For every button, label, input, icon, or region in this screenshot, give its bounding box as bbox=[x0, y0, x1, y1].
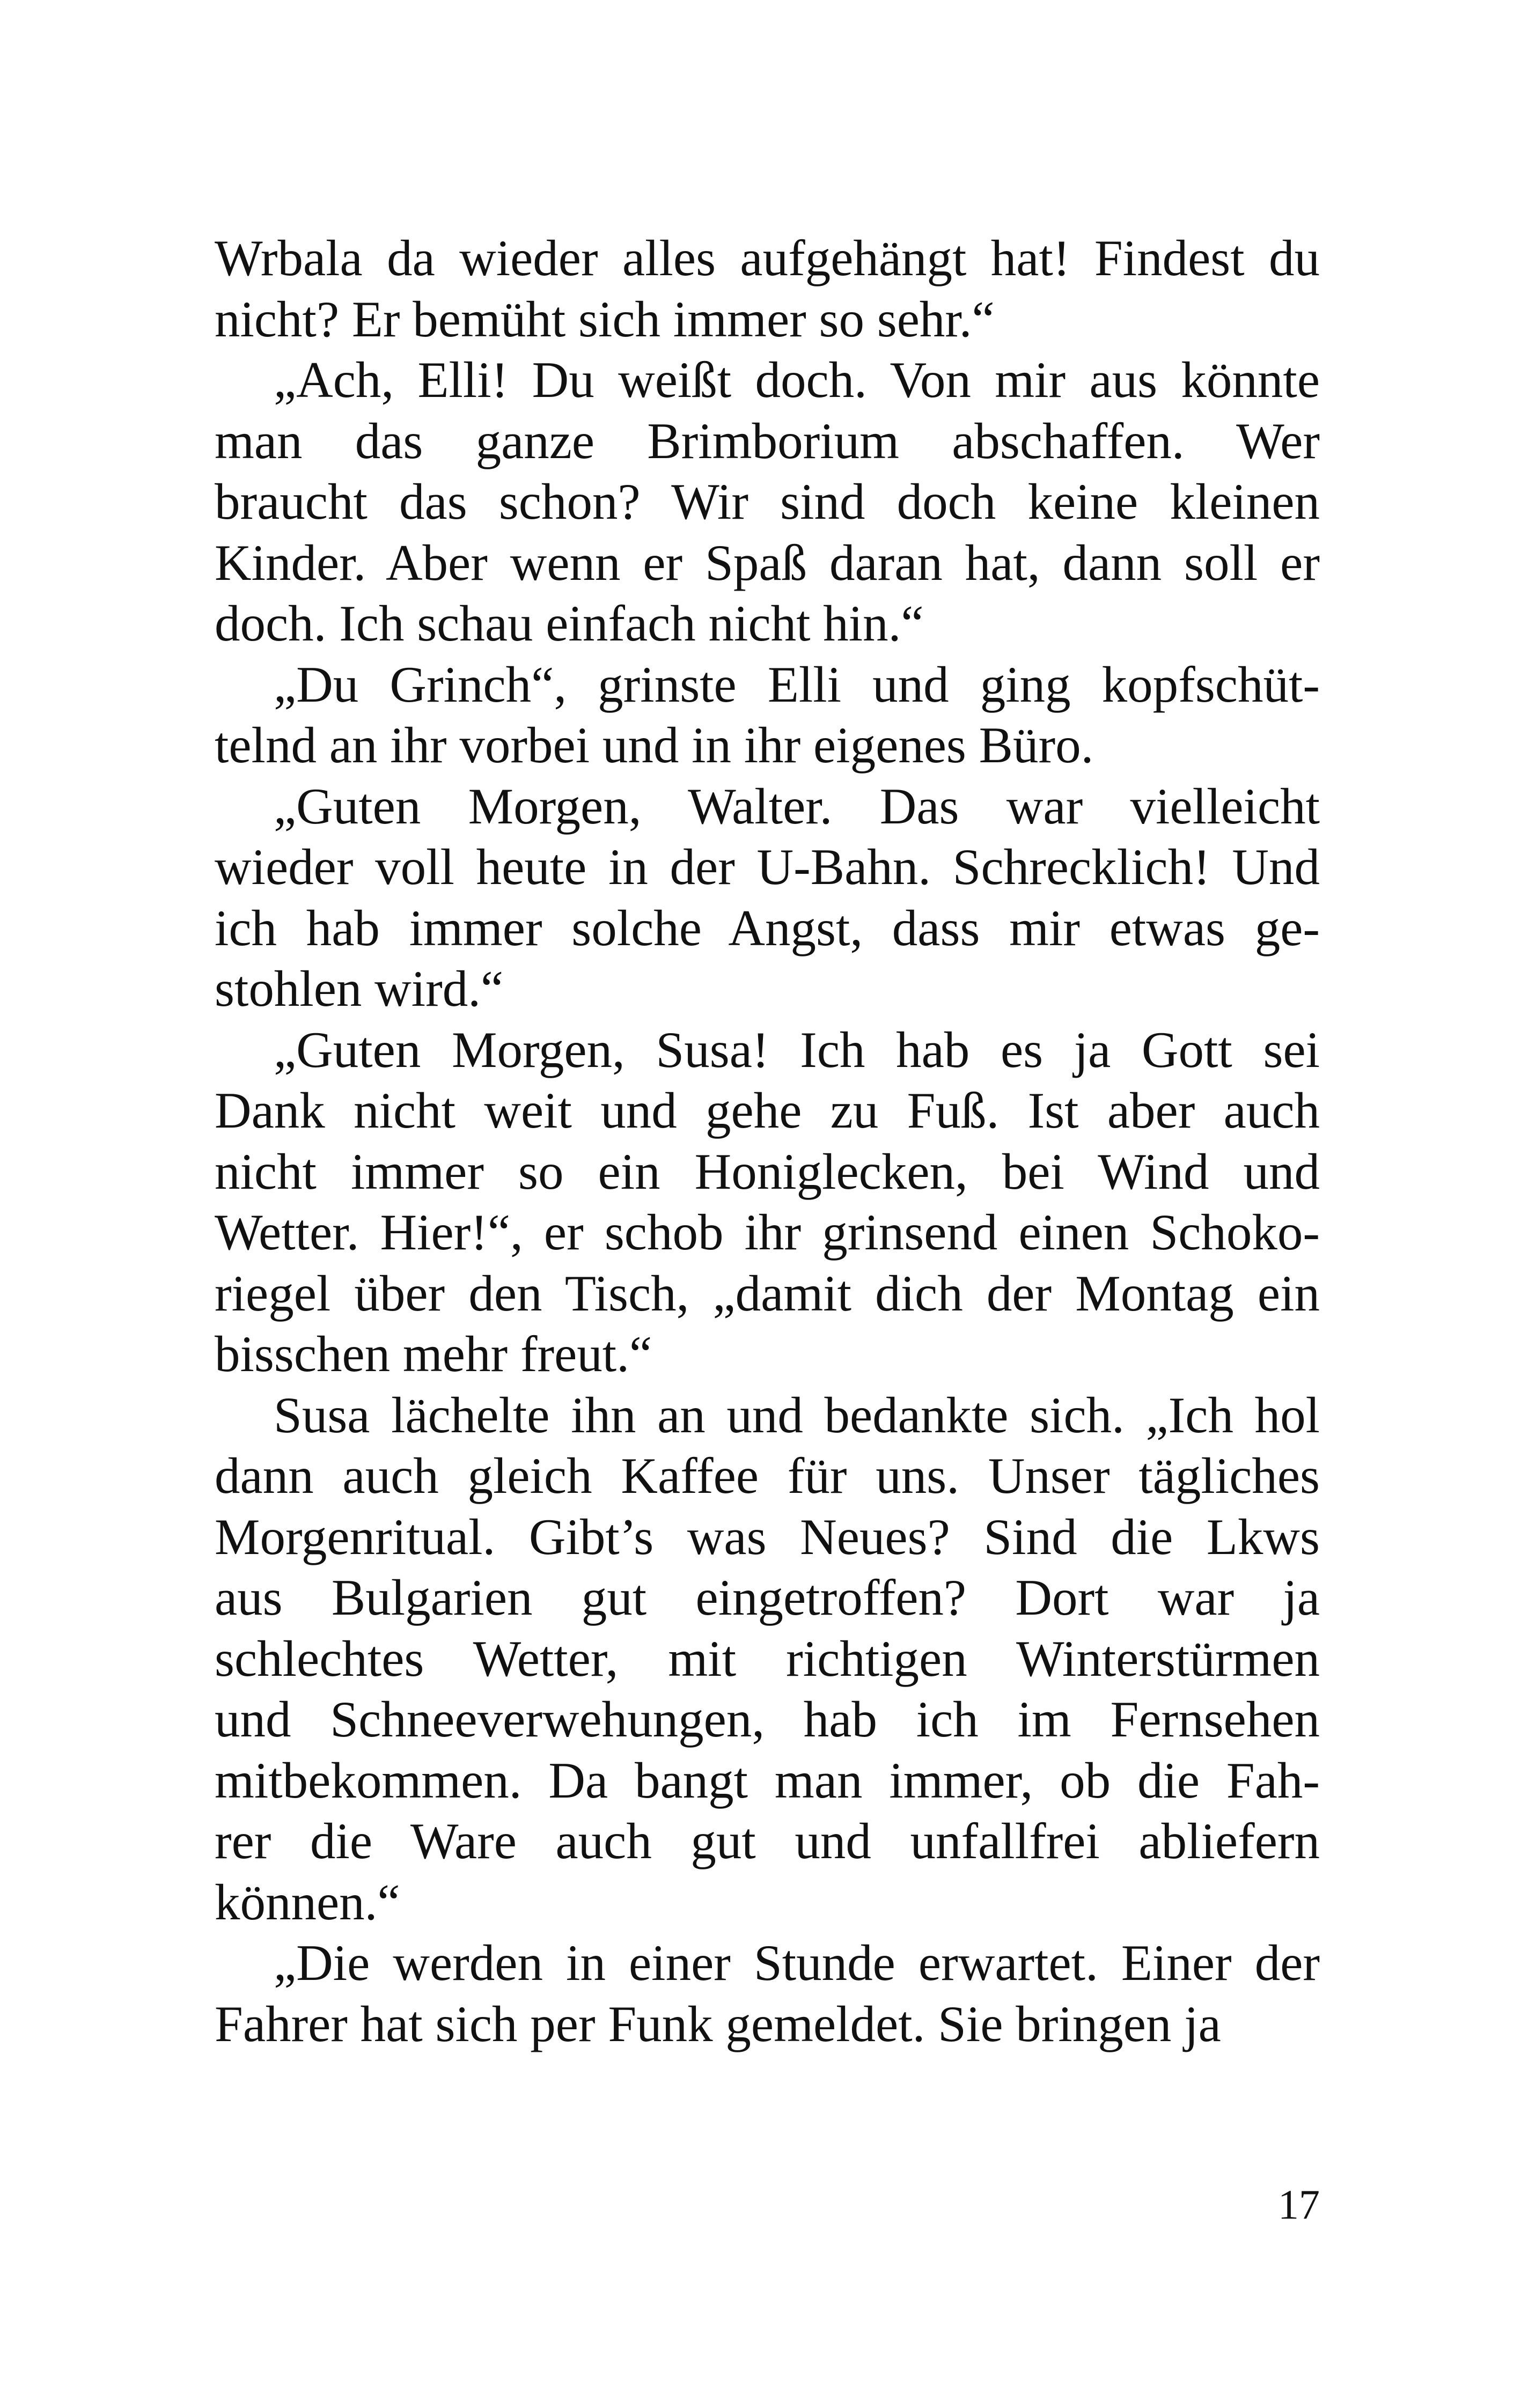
text-line: aus Bulgarien gut eingetroffen? Dort war ja bbox=[215, 1569, 1320, 1626]
text-line: Dank nicht weit und gehe zu Fuß. Ist aber auch bbox=[215, 1082, 1320, 1139]
text-line: telnd an ihr vorbei und in ihr eigenes Büro. bbox=[215, 717, 1094, 774]
text-line: braucht das schon? Wir sind doch keine kleinen bbox=[215, 473, 1320, 530]
text-line: Wrbala da wieder alles aufgehängt hat! Findest du bbox=[215, 230, 1320, 286]
body-text bbox=[215, 228, 1320, 2054]
text-line: rer die Ware auch gut und unfallfrei abliefern bbox=[215, 1813, 1320, 1869]
text-line: doch. Ich schau einfach nicht hin.“ bbox=[215, 595, 924, 652]
text-line: man das ganze Brimborium abschaffen. Wer bbox=[215, 412, 1320, 469]
text-line: können.“ bbox=[215, 1873, 400, 1931]
text-line: schlechtes Wetter, mit richtigen Winterstürmen bbox=[215, 1630, 1320, 1687]
text-line: stohlen wird.“ bbox=[215, 960, 504, 1017]
text-line: „Guten Morgen, Walter. Das war vielleicht bbox=[274, 777, 1320, 835]
page-number: 17 bbox=[1278, 2181, 1320, 2228]
text-line: ich hab immer solche Angst, dass mir etwas ge- bbox=[215, 899, 1320, 956]
text-line: bisschen mehr freut.“ bbox=[215, 1325, 652, 1382]
text-line: nicht immer so ein Honiglecken, bei Wind und bbox=[215, 1143, 1320, 1200]
text-line: Wetter. Hier!“, er schob ihr grinsend einen Schoko- bbox=[215, 1204, 1320, 1261]
text-line: Susa lächelte ihn an und bedankte sich. „Ich hol bbox=[274, 1386, 1320, 1444]
text-line: Fahrer hat sich per Funk gemeldet. Sie bringen ja bbox=[215, 1995, 1221, 2052]
text-line: „Ach, Elli! Du weißt doch. Von mir aus könnte bbox=[274, 351, 1320, 408]
text-line: und Schneeverwehungen, hab ich im Fernsehen bbox=[215, 1691, 1320, 1748]
text-line: nicht? Er bemüht sich immer so sehr.“ bbox=[215, 290, 995, 348]
text-line: „Du Grinch“, grinste Elli und ging kopfschüt- bbox=[274, 656, 1320, 713]
text-line: Kinder. Aber wenn er Spaß daran hat, dann soll er bbox=[215, 534, 1320, 591]
text-line: dann auch gleich Kaffee für uns. Unser tägliches bbox=[215, 1447, 1320, 1504]
text-line: „Die werden in einer Stunde erwartet. Einer der bbox=[274, 1934, 1320, 1991]
text-line: mitbekommen. Da bangt man immer, ob die Fah- bbox=[215, 1751, 1320, 1809]
text-line: Morgenritual. Gibt’s was Neues? Sind die Lkws bbox=[215, 1508, 1320, 1565]
text-line: riegel über den Tisch, „damit dich der Montag ein bbox=[215, 1264, 1320, 1322]
text-line: wieder voll heute in der U-Bahn. Schrecklich! Und bbox=[215, 838, 1320, 895]
text-line: „Guten Morgen, Susa! Ich hab es ja Gott sei bbox=[274, 1021, 1320, 1078]
